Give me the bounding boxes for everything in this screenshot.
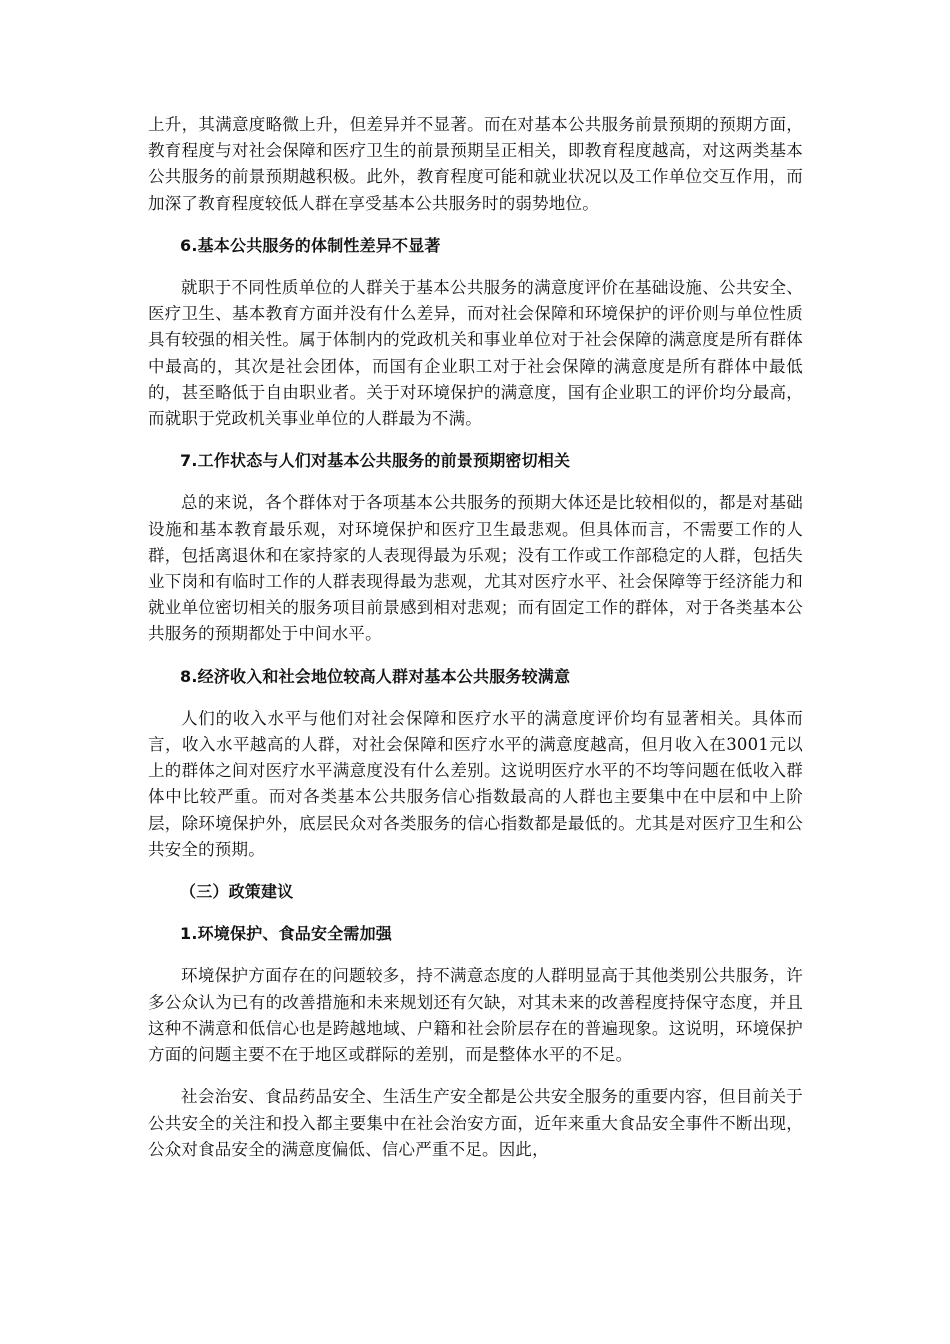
paragraph-public-safety: 社会治安、食品药品安全、生活生产安全都是公共安全服务的重要内容，但目前关于公共安全的关注和投入都主要集中在社会治安方面，近年来重大食品安全事件不断出现，公众对食品安全的满意度偏低、信心严重不足。因此， — [148, 1087, 803, 1159]
section-heading-8: 8.经济收入和社会地位较高人群对基本公共服务较满意 — [180, 666, 571, 686]
paragraph-income-status: 人们的收入水平与他们对社会保障和医疗水平的满意度评价均有显著相关。具体而言，收入水平越高的人群，对社会保障和医疗水平的满意度越高，但月收入在3001元以上的群体之间对医疗水平满意度没有什么差别。这说明医疗水平的不均等问题在低收入群体中比较严重。而对各类基本公共服务信心指数最高的人群也主要集中在中层和中上阶层，除环境保护外，底层民众对各类服务的信心指数都是最低的。尤其是对医疗卫生和公共安全的预期。 — [148, 708, 803, 859]
paragraph-institutional-difference: 就职于不同性质单位的人群关于基本公共服务的满意度评价在基础设施、公共安全、医疗卫生、基本教育方面并没有什么差异，而对社会保障和环境保护的评价则与单位性质具有较强的相关性。属于体制内的党政机关和事业单位对于社会保障的满意度是所有群体中最高的，其次是社会团体，而国有企业职工对于社会保障的满意度是所有群体中最低的，甚至略低于自由职业者。关于对环境保护的满意度，国有企业职工的评价均分最高，而就职于党政机关事业单位的人群最为不满。 — [148, 278, 803, 429]
document-page — [148, 112, 803, 1179]
section-heading-7: 7.工作状态与人们对基本公共服务的前景预期密切相关 — [180, 451, 571, 471]
section-heading-6: 6.基本公共服务的体制性差异不显著 — [180, 235, 441, 255]
section-heading-policy: （三）政策建议 — [180, 882, 294, 902]
paragraph-work-status: 总的来说，各个群体对于各项基本公共服务的预期大体还是比较相似的，都是对基础设施和基本教育最乐观，对环境保护和医疗卫生最悲观。但具体而言，不需要工作的人群，包括离退休和在家持家的人表现得最为乐观；没有工作或工作部稳定的人群，包括失业下岗和有临时工作的人群表现得最为悲观，尤其对医疗水平、社会保障等于经济能力和就业单位密切相关的服务项目前景感到相对悲观；而有固定工作的群体，对于各类基本公共服务的预期都处于中间水平。 — [148, 493, 803, 644]
subsection-heading-1: 1.环境保护、食品安全需加强 — [180, 924, 393, 944]
paragraph-education-expectations: 上升，其满意度略微上升，但差异并不显著。而在对基本公共服务前景预期的预期方面，教育程度与对社会保障和医疗卫生的前景预期呈正相关，即教育程度越高，对这两类基本公共服务的前景预期越积极。此外，教育程度可能和就业状况以及工作单位交互作用，而加深了教育程度较低人群在享受基本公共服务时的弱势地位。 — [148, 115, 803, 213]
paragraph-environment: 环境保护方面存在的问题较多，持不满意态度的人群明显高于其他类别公共服务，许多公众认为已有的改善措施和未来规划还有欠缺，对其未来的改善程度持保守态度，并且这种不满意和低信心也是跨越地域、户籍和社会阶层存在的普遍现象。这说明，环境保护方面的问题主要不在于地区或群际的差别，而是整体水平的不足。 — [148, 966, 803, 1065]
